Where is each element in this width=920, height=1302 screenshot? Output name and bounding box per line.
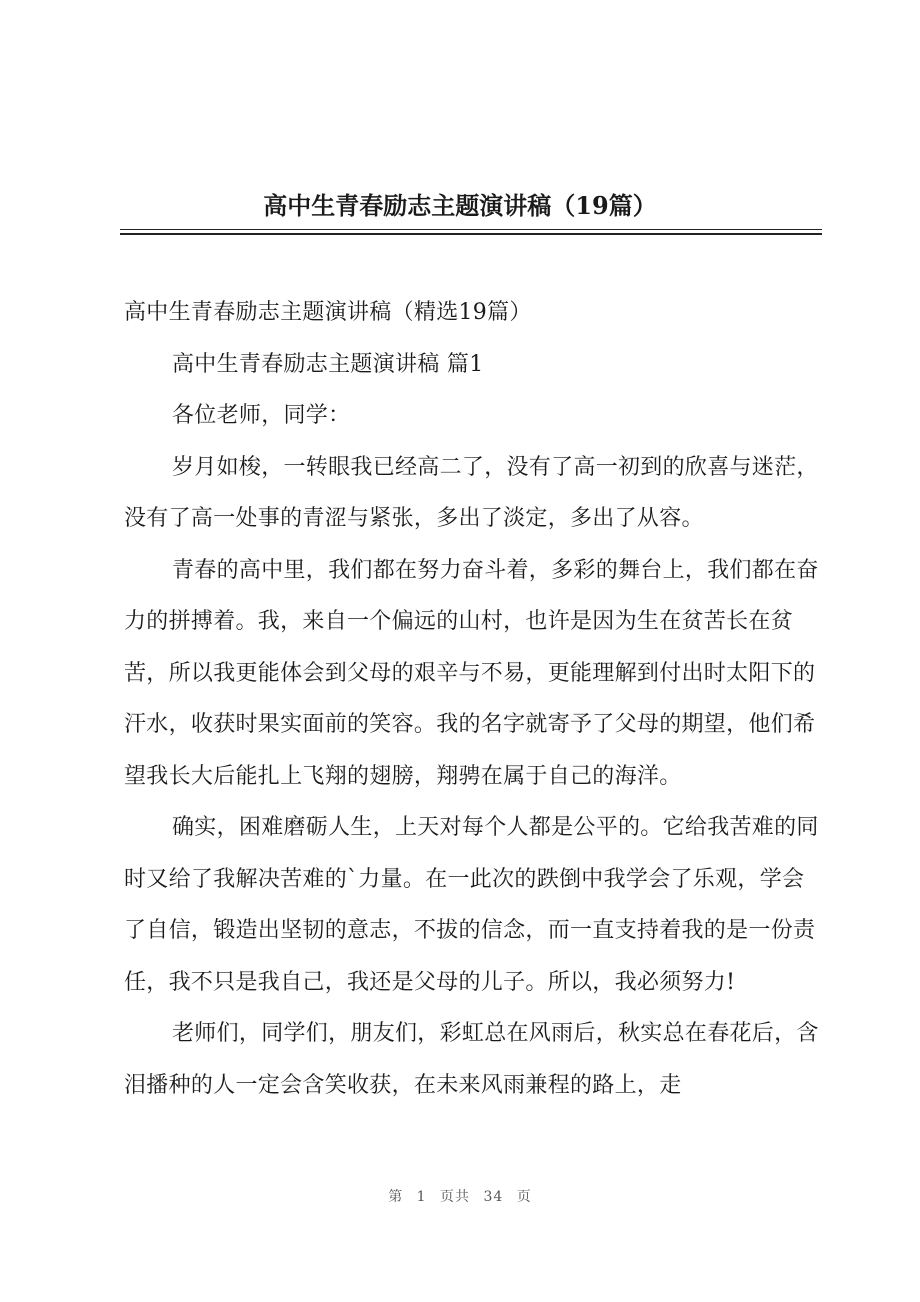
paragraph-3: 确实，困难磨砺人生，上天对每个人都是公平的。它给我苦难的同时又给了我解决苦难的`力量。在一此次的跌倒中我学会了乐观，学会了自信，锻造出坚韧的意志，不拔的信念，而一直支持着我的是一份责任，我不只是我自己，我还是父母的儿子。所以，我必须努力! <box>124 815 819 995</box>
section-heading: 高中生青春励志主题演讲稿 篇1 <box>172 351 484 377</box>
paragraph-1: 岁月如梭，一转眼我已经高二了，没有了高一初到的欣喜与迷茫，没有了高一处事的青涩与紧张，多出了淡定，多出了从容。 <box>124 454 819 531</box>
salutation: 各位老师，同学： <box>172 403 351 428</box>
title-divider-bottom <box>120 233 822 235</box>
title-divider-top <box>120 229 822 230</box>
document-title: 高中生青春励志主题演讲稿（19篇） <box>263 191 657 220</box>
paragraph-4: 老师们，同学们，朋友们，彩虹总在风雨后，秋实总在春花后，含泪播种的人一定会含笑收获，在未来风雨兼程的路上，走 <box>124 1021 819 1098</box>
document-subtitle: 高中生青春励志主题演讲稿（精选19篇） <box>124 300 532 325</box>
paragraph-2: 青春的高中里，我们都在努力奋斗着，多彩的舞台上，我们都在奋力的拼搏着。我，来自一个偏远的山村，也许是因为生在贫苦长在贫苦，所以我更能体会到父母的艰辛与不易，更能理解到付出时太阳下的汗水，收获时果实面前的笑容。我的名字就寄予了父母的期望，他们希望我长大后能扎上飞翔的翅膀，翔骋在属于自己的海洋。 <box>124 557 819 789</box>
page-number-footer: 第 1 页共 34 页 <box>388 1189 532 1205</box>
document-body <box>124 287 824 1111</box>
